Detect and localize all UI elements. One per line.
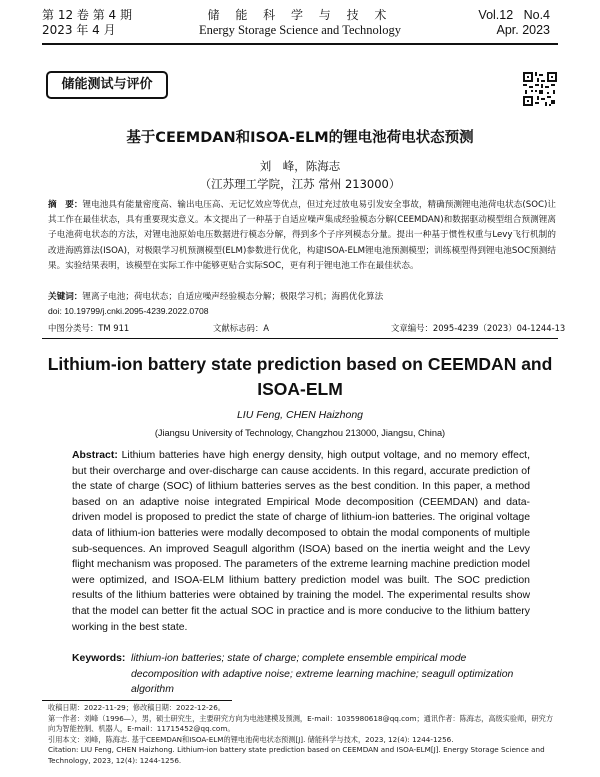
abstract-en-label: Abstract: (72, 450, 118, 461)
keywords-en (72, 651, 530, 698)
received-date: 收稿日期：2022-11-29；修改稿日期：2022-12-26。 (48, 703, 225, 712)
document-code: 文献标志码：A (213, 323, 269, 333)
footnotes (48, 703, 560, 767)
header-left (42, 8, 132, 38)
keywords-en-text: lithium-ion batteries; state of charge; complete ensemble empirical mode decomposition with adaptive noise; extreme learning machine; seagull optimization algorithm (131, 653, 514, 696)
authors-en: LIU Feng, CHEN Haizhong (236, 409, 364, 421)
doi[interactable]: doi: 10.19799/j.cnki.2095-4239.2022.0708 (48, 306, 209, 316)
title-cn: 基于CEEMDAN和ISOA-ELM的锂电池荷电状态预测 (126, 130, 474, 146)
divider (42, 338, 558, 339)
header-center (150, 8, 450, 38)
date-cn: 2023 年 4 月 (42, 23, 116, 37)
footnote-rule (42, 700, 232, 701)
abstract-cn (48, 198, 556, 274)
authors-cn: 刘 峰，陈海志 (259, 159, 341, 173)
volume-issue-en: Vol.12 No.4 (478, 8, 550, 22)
citation-en-2: Technology, 2023, 12(4): 1244-1256. (48, 755, 182, 765)
title-en: Lithium-ion battery state prediction based on CEEMDAN and ISOA-ELM (47, 354, 553, 399)
volume-issue-cn: 第 12 卷 第 4 期 (42, 8, 132, 22)
keywords-cn-label: 关键词： (48, 292, 83, 302)
keywords-cn-text: 锂离子电池；荷电状态；自适应噪声经验模态分解；极限学习机；海鸥优化算法 (82, 292, 384, 302)
abstract-cn-label: 摘 要： (48, 200, 83, 210)
abstract-cn-text: 锂电池具有能量密度高、输出电压高、无记忆效应等优点，但过充过放电易引发安全事故，精确预测锂电池荷电状态(SOC)让其工作在最佳状态，具有重要现实意义。本文提出了一种基于自适应噪声集成经验模态分解(CEEMDAN)和数据驱动模型组合预测锂离子电池荷电状态的方法，对锂电池原始电压数据进行模态分解，得到多个子序列模态分量。提出一种基于惯性权重与Levy飞行机制的改进海鸥算法(ISOA)，对极限学习机预测模型(ELM)参数进行优化，构建ISOA-ELM锂电池预测模型；训练模型得到锂电池SOC预测结果。实验结果表明，该模型在实际工作中能够更贴合实际SOC，更有利于锂电池工作在最佳状态。 (48, 200, 556, 271)
keywords-cn (48, 290, 556, 304)
journal-name-cn: 储 能 科 学 与 技 术 (207, 8, 393, 22)
qr-code-icon[interactable] (523, 72, 557, 106)
author-info: 第一作者：刘峰（1996—），男，硕士研究生，主要研究方向为电池建模及预测，E-mail：1035980618@qq.com；通讯作者：陈海志，高级实验师，研究方向为智能控制、机器人，E-mail：11715452@qq.com。 (48, 713, 554, 734)
journal-name-en: Energy Storage Science and Technology (198, 23, 402, 37)
citation-cn: 引用本文：刘峰，陈海志. 基于CEEMDAN和ISOA-ELM的锂电池荷电状态预测[J]. 储能科学与技术，2023, 12(4): 1244-1256. (48, 734, 454, 744)
clc-number: 中图分类号：TM 911 (48, 323, 130, 333)
section-label: 储能测试与评价 (46, 71, 168, 99)
date-en: Apr. 2023 (496, 23, 550, 37)
affiliation-cn: （江苏理工学院，江苏 常州 213000） (199, 177, 401, 191)
header-rule (42, 43, 558, 45)
abstract-en (72, 448, 530, 635)
article-number: 文章编号：2095-4239（2023）04-1244-13 (391, 323, 566, 333)
affiliation-en: (Jiangsu University of Technology, Changzhou 213000, Jiangsu, China) (154, 428, 446, 438)
header-right (478, 8, 550, 38)
citation-en-1: Citation: LIU Feng, CHEN Haizhong. Lithium-ion battery state prediction based on CEEMDAN and ISOA-ELM[J]. Energy Storage Science and (48, 745, 545, 755)
keywords-en-label: Keywords: (72, 653, 126, 664)
abstract-en-text: Lithium batteries have high energy density, high output voltage, and no memory effect, but their overcharge and over-discharge can cause accidents. In this regard, accurate prediction of the state of charge (SOC) of lithium batteries serves as the best condition. In this paper, a method based on an adaptive noise integrated Empirical Mode decomposition (CEEMDAN) and data-driven model is proposed to predict the state of charge of lithium-ion batteries. The original voltage data of lithium-ion batteries were modally decomposed to obtain the modal components of multiple sub-sequences. An improved Seagull algorithm (ISOA) based on the inertia weight and the Levy flight mechanism was proposed. The parameters of the extreme learning machine prediction model were optimized, and ISOA-ELM lithium battery prediction model was built. The SOC prediction results of the lithium batteries were obtained by training the model. The experimental results show that the model can better fit the actual SOC in practice and is more conducive to the lithium battery working in the best state. (72, 450, 530, 633)
